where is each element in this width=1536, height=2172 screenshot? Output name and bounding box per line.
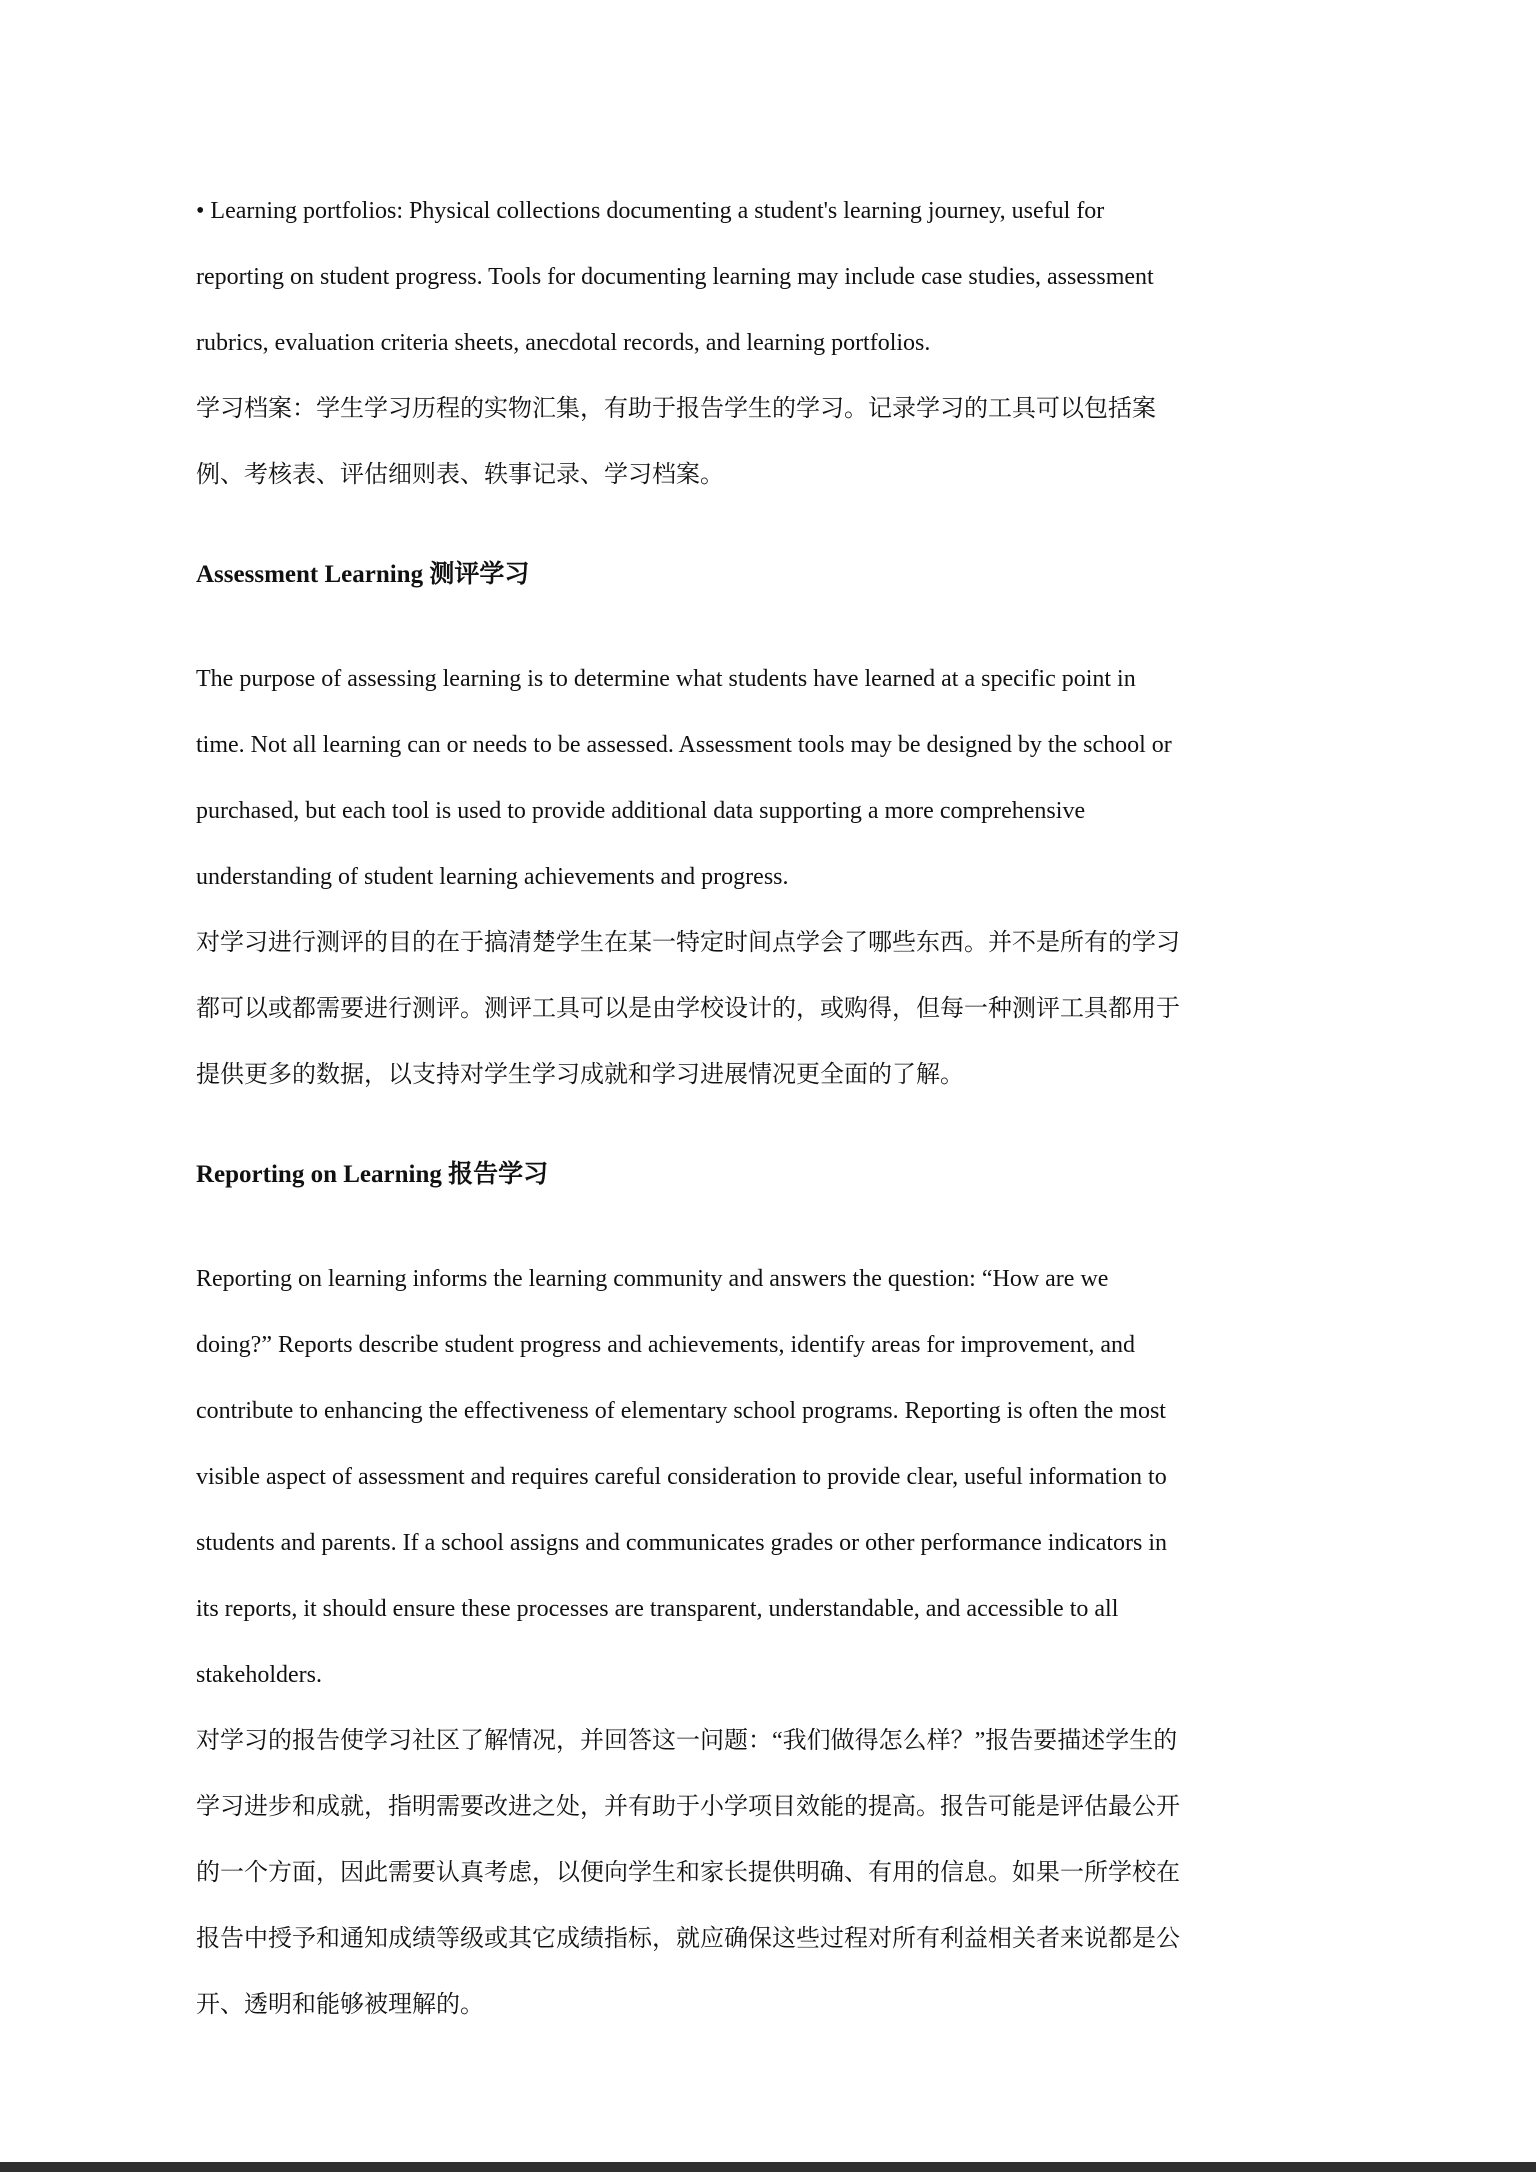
paragraph-assessment-learning-zh: 对学习进行测评的目的在于搞清楚学生在某一特定时间点学会了哪些东西。并不是所有的学习都可以或都需要进行测评。测评工具可以是由学校设计的，或购得，但每一种测评工具都用于提供更多的数据，以支持对学生学习成就和学习进展情况更全面的了解。: [196, 930, 1180, 1088]
paragraph-learning-portfolios-en: • Learning portfolios: Physical collections documenting a student's learning journey, useful for reporting on student progress. Tools for documenting learning may include case studies, assessment rubrics, evaluation criteria sheets, anecdotal records, and learning portfolios.: [196, 198, 1154, 356]
heading-assessment-learning: Assessment Learning 测评学习: [196, 561, 530, 588]
paragraph-reporting-on-learning-zh: 对学习的报告使学习社区了解情况，并回答这一问题：“我们做得怎么样？”报告要描述学生的学习进步和成就，指明需要改进之处，并有助于小学项目效能的提高。报告可能是评估最公开的一个方面，因此需要认真考虑，以便向学生和家长提供明确、有用的信息。如果一所学校在报告中授予和通知成绩等级或其它成绩指标，就应确保这些过程对所有利益相关者来说都是公开、透明和能够被理解的。: [196, 1728, 1180, 2018]
paragraph-learning-portfolios: [196, 178, 1188, 508]
paragraph-learning-portfolios-zh: 学习档案：学生学习历程的实物汇集，有助于报告学生的学习。记录学习的工具可以包括案例、考核表、评估细则表、轶事记录、学习档案。: [196, 396, 1156, 488]
heading-reporting-on-learning: Reporting on Learning 报告学习: [196, 1161, 549, 1188]
paragraph-assessment-learning: [196, 646, 1188, 1108]
paragraph-reporting-on-learning: [196, 1246, 1188, 2038]
bottom-edge-bar: [0, 2162, 1536, 2172]
paragraph-reporting-on-learning-en: Reporting on learning informs the learning community and answers the question: “How are we doing?” Reports describe student progress and achievements, identify areas for improvement, and contribute to enhancing the effectiveness of elementary school programs. Reporting is often the most visible aspect of assessment and requires careful consideration to provide clear, useful information to students and parents. If a school assigns and communicates grades or other performance indicators in its reports, it should ensure these processes are transparent, understandable, and accessible to all stakeholders.: [196, 1266, 1168, 1688]
paragraph-assessment-learning-en: The purpose of assessing learning is to determine what students have learned at a specific point in time. Not all learning can or needs to be assessed. Assessment tools may be designed by the school or purchased, but each tool is used to provide additional data supporting a more comprehensive understanding of student learning achievements and progress.: [196, 666, 1172, 890]
document-content: [196, 0, 1188, 2038]
